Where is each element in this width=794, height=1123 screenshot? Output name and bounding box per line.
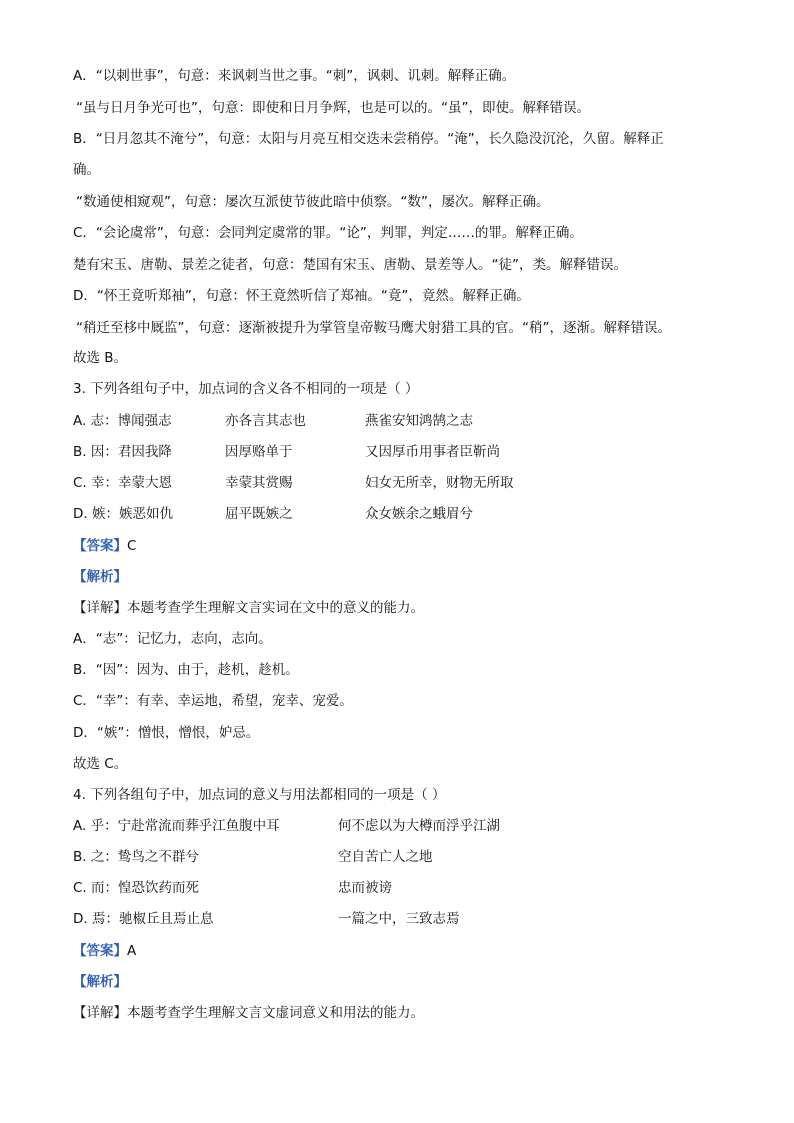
explanation-b-line: B．“日月忽其不淹兮”，句意：太阳与月亮互相交迭未尝稍停。“淹”，长久隐没沉沦，久留。解释正 <box>73 131 664 147</box>
option-cell: C. 幸：幸蒙大恩 <box>73 475 173 491</box>
conclusion-line: 故选 B。 <box>73 350 128 366</box>
answer-tag: 【答案】 <box>73 538 127 554</box>
explanation-b-continuation: 确。 <box>73 162 100 178</box>
explanation-c2-line: 楚有宋玉、唐勒、景差之徒者，句意：楚国有宋玉、唐勒、景差等人。“徒”，类。解释错误。 <box>73 257 627 273</box>
answer-value: C <box>127 538 137 554</box>
question-3-explanation-b: B．“因”：因为、由于，趁机，趁机。 <box>73 662 299 678</box>
question-3-conclusion: 故选 C。 <box>73 756 128 772</box>
question-3-answer <box>73 537 136 555</box>
detail-tag: 【详解】 <box>73 1005 127 1021</box>
detail-text: 本题考查学生理解文言实词在文中的意义的能力。 <box>127 600 424 616</box>
option-cell: 忠而被谤 <box>338 880 392 896</box>
option-cell: A. 志：博闻强志 <box>73 413 172 429</box>
option-cell: D. 嫉：嫉恶如仇 <box>73 506 173 522</box>
option-cell: C. 而：惶恐饮药而死 <box>73 880 200 896</box>
answer-value: A <box>127 943 137 959</box>
explanation-b2-line: “数通使相窥观”，句意：屡次互派使节彼此暗中侦察。“数”，屡次。解释正确。 <box>76 194 550 210</box>
explanation-d-line: D．“怀王竟听郑袖”，句意：怀王竟然听信了郑袖。“竟”，竟然。解释正确。 <box>73 288 530 304</box>
question-4-stem: 4. 下列各组句子中，加点词的意义与用法都相同的一项是（ ） <box>73 787 446 803</box>
option-cell: D. 焉：驰椒丘且焉止息 <box>73 911 214 927</box>
question-4-detail <box>73 1004 424 1022</box>
question-3-explanation-c: C．“幸”：有幸、幸运地，希望，宠幸、宠爱。 <box>73 693 353 709</box>
explanation-d2-line: “稍迁至栘中厩监”，句意：逐渐被提升为掌管皇帝鞍马鹰犬射猎工具的官。“稍”，逐渐。解释错误。 <box>76 320 671 336</box>
option-cell: A. 乎：宁赴常流而葬乎江鱼腹中耳 <box>73 818 280 834</box>
question-3-explanation-a: A．“志”：记忆力，志向，志向。 <box>73 631 272 647</box>
question-3-explanation-d: D．“嫉”：憎恨，憎恨，妒忌。 <box>73 725 260 741</box>
explanation-a-line: A．“以刺世事”，句意：来讽刺当世之事。“刺”，讽刺、讥刺。解释正确。 <box>73 68 516 84</box>
option-cell: 幸蒙其赏赐 <box>225 475 293 491</box>
explanation-a2-line: “虽与日月争光可也”，句意：即使和日月争辉，也是可以的。“虽”，即使。解释错误。 <box>76 100 590 116</box>
option-cell: 又因厚币用事者臣靳尚 <box>365 444 500 460</box>
detail-text: 本题考查学生理解文言文虚词意义和用法的能力。 <box>127 1005 424 1021</box>
question-3-stem: 3. 下列各组句子中，加点词的含义各不相同的一项是（ ） <box>73 381 419 397</box>
option-cell: 众女嫉余之蛾眉兮 <box>365 506 473 522</box>
question-4-analysis-tag <box>73 973 127 991</box>
option-cell: 空自苦亡人之地 <box>338 849 433 865</box>
option-cell: B. 之：鸷鸟之不群兮 <box>73 849 199 865</box>
question-4-answer <box>73 942 136 960</box>
option-cell: 何不虑以为大樽而浮乎江湖 <box>338 818 500 834</box>
option-cell: B. 因：君因我降 <box>73 444 172 460</box>
analysis-tag: 【解析】 <box>73 569 127 585</box>
option-cell: 燕雀安知鸿鹄之志 <box>365 413 473 429</box>
option-cell: 因厚赂单于 <box>225 444 293 460</box>
question-3-detail <box>73 599 424 617</box>
option-cell: 一篇之中，三致志焉 <box>338 911 460 927</box>
option-cell: 亦各言其志也 <box>225 413 306 429</box>
analysis-tag: 【解析】 <box>73 974 127 990</box>
option-cell: 屈平既嫉之 <box>225 506 293 522</box>
answer-tag: 【答案】 <box>73 943 127 959</box>
detail-tag: 【详解】 <box>73 600 127 616</box>
explanation-c-line: C．“会论虞常”，句意：会同判定虞常的罪。“论”，判罪，判定……的罪。解释正确。 <box>73 225 583 241</box>
option-cell: 妇女无所幸，财物无所取 <box>365 475 514 491</box>
question-3-analysis-tag <box>73 568 127 586</box>
